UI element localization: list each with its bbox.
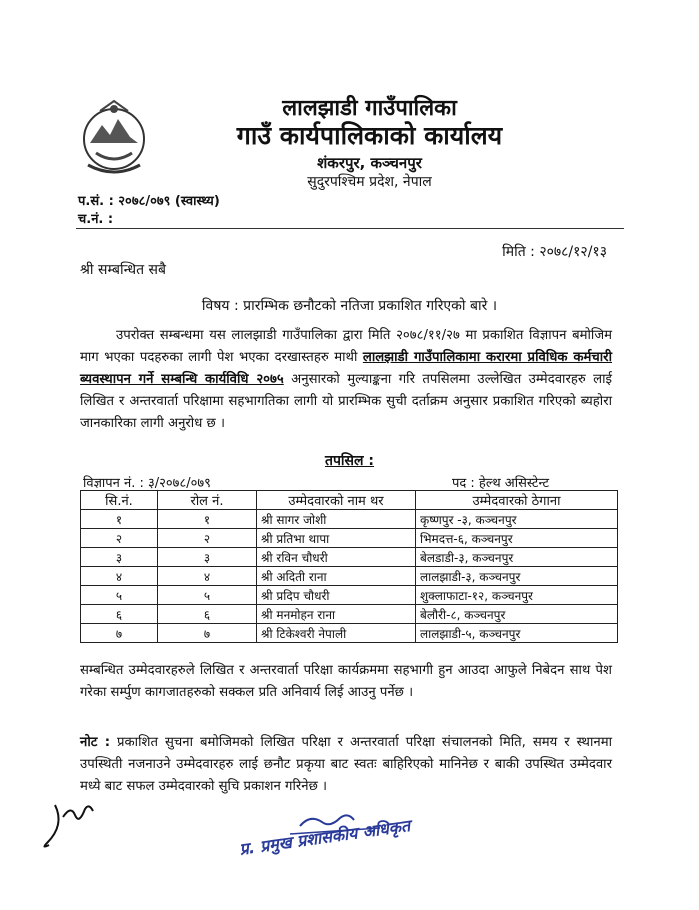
- cell-address: भिमदत्त-६, कञ्चनपुर: [416, 529, 618, 548]
- cell-roll: ६: [158, 605, 257, 624]
- body-paragraph-2: सम्बन्धित उम्मेदवारहरुले लिखित र अन्तरवार्ता परिक्षा कार्यक्रममा सहभागी हुन आउदा आफुले निबेदन साथ पेश गरेका सर्म्पुण कागजातहरुको सक्कल प्रति अनिवार्य लिई आउनु पर्नेछ ।: [80, 663, 612, 700]
- advertisement-number: विज्ञापन नं. : ३/२०७८/०७९: [83, 476, 211, 491]
- cell-name: श्री रविन चौधरी: [257, 548, 416, 567]
- stamp-text: प्र. प्रमुख प्रशासकीय अधिकृत: [238, 816, 412, 859]
- letter-subject: विषय : प्रारम्भिक छनौटको नतिजा प्रकाशित गरिएको बारे ।: [201, 298, 498, 314]
- cell-address: शुक्लाफाटा-१२, कञ्चनपुर: [416, 586, 618, 605]
- cell-sn: ३: [81, 548, 158, 567]
- chalani-number: च.नं. :: [78, 212, 114, 227]
- cell-roll: ७: [158, 624, 257, 643]
- cell-roll: ५: [158, 586, 257, 605]
- signature-icon: [35, 795, 105, 855]
- letter-date: मिति : २०७८/१२/१३: [502, 244, 607, 260]
- body-text: उपरोक्त सम्बन्धमा यस लालझाडी गाउँपालिका द्वारा मिति २०७८/११/२७ मा प्रकाशित विज्ञापन बमोजिम माग भएका पदहरुका लागी पेश भएका दरखास्तहरु माथी: [80, 328, 612, 365]
- table-row: [81, 605, 618, 624]
- cell-roll: २: [158, 529, 257, 548]
- table-row: [81, 624, 618, 643]
- office-name: लालझाडी गाउँपालिका: [282, 96, 457, 121]
- cell-name: श्री मनमोहन राना: [257, 605, 416, 624]
- office-province: सुदुरपश्चिम प्रदेश, नेपाल: [307, 174, 432, 190]
- post-name: पद : हेल्थ असिस्टेन्ट: [452, 476, 550, 491]
- procedure-reference: लालझाडी गाउँपालिकामा करारमा प्रविधिक कर्मचारी ब्यवस्थापन गर्ने सम्बन्धि कार्यविधि २०७५: [80, 350, 612, 387]
- cell-name: श्री प्रदिप चौधरी: [257, 586, 416, 605]
- cell-roll: ३: [158, 548, 257, 567]
- cell-sn: ७: [81, 624, 158, 643]
- tapsil-heading: तपसिल :: [325, 453, 374, 469]
- cell-address: बेलौरी-८, कञ्चनपुर: [416, 605, 618, 624]
- cell-sn: ५: [81, 586, 158, 605]
- candidate-table: [80, 490, 618, 643]
- cell-name: श्री अदिती राना: [257, 567, 416, 586]
- cell-roll: १: [158, 510, 257, 529]
- cell-address: लालझाडी-३, कञ्चनपुर: [416, 567, 618, 586]
- table-row: [81, 586, 618, 605]
- table-row: [81, 510, 618, 529]
- recipient: श्री सम्बन्धित सबै: [80, 262, 166, 278]
- col-name: उम्मेदवारको नाम थर: [257, 491, 416, 510]
- col-roll: रोल नं.: [158, 491, 257, 510]
- note-label: नोट :: [80, 735, 111, 750]
- header-divider: [76, 228, 624, 229]
- cell-sn: ४: [81, 567, 158, 586]
- cell-sn: २: [81, 529, 158, 548]
- table-row: [81, 567, 618, 586]
- cell-sn: १: [81, 510, 158, 529]
- cell-name: श्री सागर जोशी: [257, 510, 416, 529]
- office-title: गाउँ कार्यपालिकाको कार्यालय: [236, 121, 503, 150]
- table-header-row: [81, 491, 618, 510]
- table-row: [81, 529, 618, 548]
- cell-address: कृष्णपुर -३, कञ्चनपुर: [416, 510, 618, 529]
- note-text: प्रकाशित सुचना बमोजिमको लिखित परिक्षा र अन्तरवार्ता परिक्षा संचालनको मिति, समय र स्थानमा उपस्थिती नजनाउने उम्मेदवारहरु लाई छनौट प्रकृया बाट स्वतः बाहिरिएको मानिनेछ र बाकी उपस्थित उम्मेदवार मध्ये बाट सफल उम्मेदवारको सुचि प्रकाशन गरिनेछ ।: [80, 735, 612, 794]
- cell-sn: ६: [81, 605, 158, 624]
- cell-name: श्री टिकेश्वरी नेपाली: [257, 624, 416, 643]
- body-text-cont: अनुसारको मुल्याङ्कना गरि तपसिलमा उल्लेखित उम्मेदवारहरु लाई लिखित र अन्तरवार्ता परिक्षामा सहभागतिका लागी यो प्रारम्भिक सुची दर्ताक्रम अनुसार प्रकाशित गरिएको ब्यहोरा जानकारिका लागी अनुरोध छ ।: [80, 372, 612, 431]
- office-location: शंकरपुर, कञ्चनपुर: [317, 154, 422, 172]
- cell-address: बेलडाडी-३, कञ्चनपुर: [416, 548, 618, 567]
- body-paragraph-1: [80, 325, 612, 435]
- table-row: [81, 548, 618, 567]
- col-address: उम्मेदवारको ठेगाना: [416, 491, 618, 510]
- cell-roll: ४: [158, 567, 257, 586]
- cell-name: श्री प्रतिभा थापा: [257, 529, 416, 548]
- patra-sankhya: प.सं. : २०७८/०७९ (स्वास्थ्य): [78, 194, 220, 209]
- col-sn: सि.नं.: [81, 491, 158, 510]
- note-paragraph: [80, 732, 612, 798]
- cell-address: लालझाडी-५, कञ्चनपुर: [416, 624, 618, 643]
